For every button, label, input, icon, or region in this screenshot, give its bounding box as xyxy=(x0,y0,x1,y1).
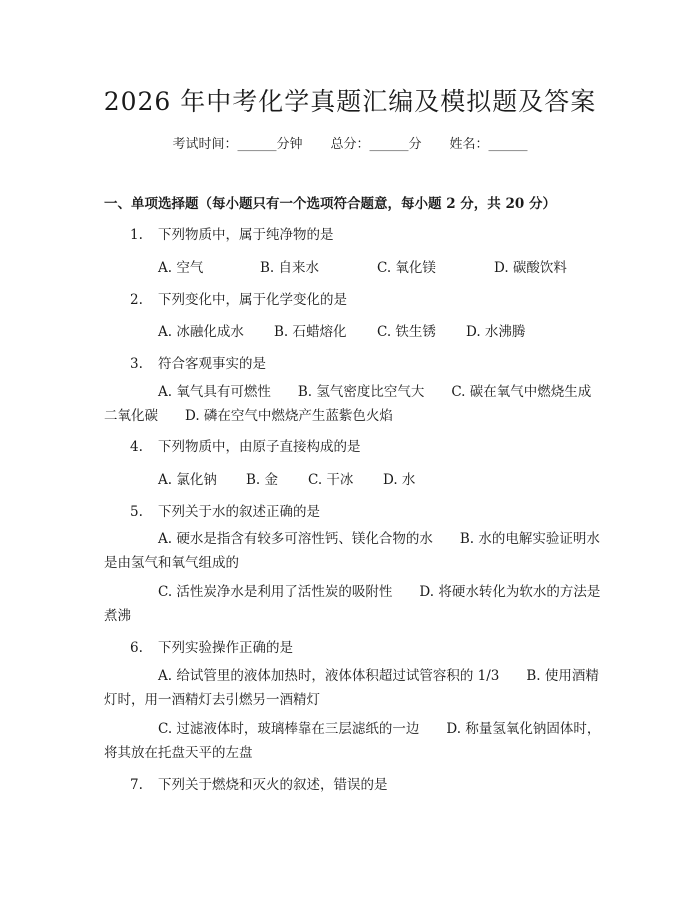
q5-options-cd: C. 活性炭净水是利用了活性炭的吸附性 D. 将硬水转化为软水的方法是煮沸 xyxy=(104,584,601,624)
q1-option-d: D. 碳酸饮料 xyxy=(494,260,567,276)
q1-option-b: B. 自来水 xyxy=(260,260,320,276)
question-text: 下列物质中，由原子直接构成的是 xyxy=(158,439,361,455)
section-heading-single-choice: 一、单项选择题（每小题只有一个选项符合题意，每小题 2 分，共 20 分） xyxy=(104,196,556,212)
q4-option-a: A. 氯化钠 xyxy=(158,472,217,488)
q4-option-c: C. 干冰 xyxy=(308,472,354,488)
total-score-field: 总分：______分 xyxy=(330,137,422,152)
question-text: 下列物质中，属于纯净物的是 xyxy=(158,227,334,243)
question-5 xyxy=(130,500,320,520)
q3-options: A. 氧气具有可燃性 B. 氢气密度比空气大 C. 碳在氧气中燃烧生成二氧化碳 D. 磷在空气中燃烧产生蓝紫色火焰 xyxy=(104,384,592,424)
question-3 xyxy=(130,352,266,372)
q2-option-c: C. 铁生锈 xyxy=(377,324,436,340)
exam-meta xyxy=(0,133,700,152)
student-name-field: 姓名：______ xyxy=(449,137,528,152)
q1-option-c: C. 氧化镁 xyxy=(377,260,436,276)
q2-option-b: B. 石蜡熔化 xyxy=(274,324,347,340)
question-text: 符合客观事实的是 xyxy=(158,356,266,372)
question-4 xyxy=(130,435,361,455)
q6-options-cd: C. 过滤液体时，玻璃棒靠在三层滤纸的一边 D. 称量氢氧化钠固体时，将其放在托盘天平的左盘 xyxy=(104,721,601,761)
question-number: 2. xyxy=(130,292,143,308)
question-1 xyxy=(130,223,334,243)
question-number: 6. xyxy=(130,640,143,656)
question-number: 3. xyxy=(130,356,143,372)
question-6 xyxy=(130,636,293,656)
question-2 xyxy=(130,288,347,308)
question-number: 1. xyxy=(130,227,143,243)
question-number: 4. xyxy=(130,439,143,455)
question-text: 下列关于水的叙述正确的是 xyxy=(158,504,320,520)
q6-options-ab: A. 给试管里的液体加热时，液体体积超过试管容积的 1/3 B. 使用酒精灯时，用一酒精灯去引燃另一酒精灯 xyxy=(104,668,599,708)
question-7 xyxy=(130,773,388,793)
question-text: 下列实验操作正确的是 xyxy=(158,640,293,656)
q2-option-a: A. 冰融化成水 xyxy=(158,324,244,340)
exam-time-field: 考试时间：______分钟 xyxy=(172,137,303,152)
question-text: 下列变化中，属于化学变化的是 xyxy=(158,292,347,308)
question-text: 下列关于燃烧和灭火的叙述，错误的是 xyxy=(158,777,388,793)
q4-option-d: D. 水 xyxy=(383,472,416,488)
question-number: 7. xyxy=(130,777,143,793)
q5-options-ab: A. 硬水是指含有较多可溶性钙、镁化合物的水 B. 水的电解实验证明水是由氢气和氧气组成的 xyxy=(104,531,600,571)
question-number: 5. xyxy=(130,504,143,520)
q2-option-d: D. 水沸腾 xyxy=(466,324,526,340)
q1-option-a: A. 空气 xyxy=(158,260,204,276)
page-title: 2026 年中考化学真题汇编及模拟题及答案 xyxy=(103,87,597,116)
q4-option-b: B. 金 xyxy=(246,472,279,488)
